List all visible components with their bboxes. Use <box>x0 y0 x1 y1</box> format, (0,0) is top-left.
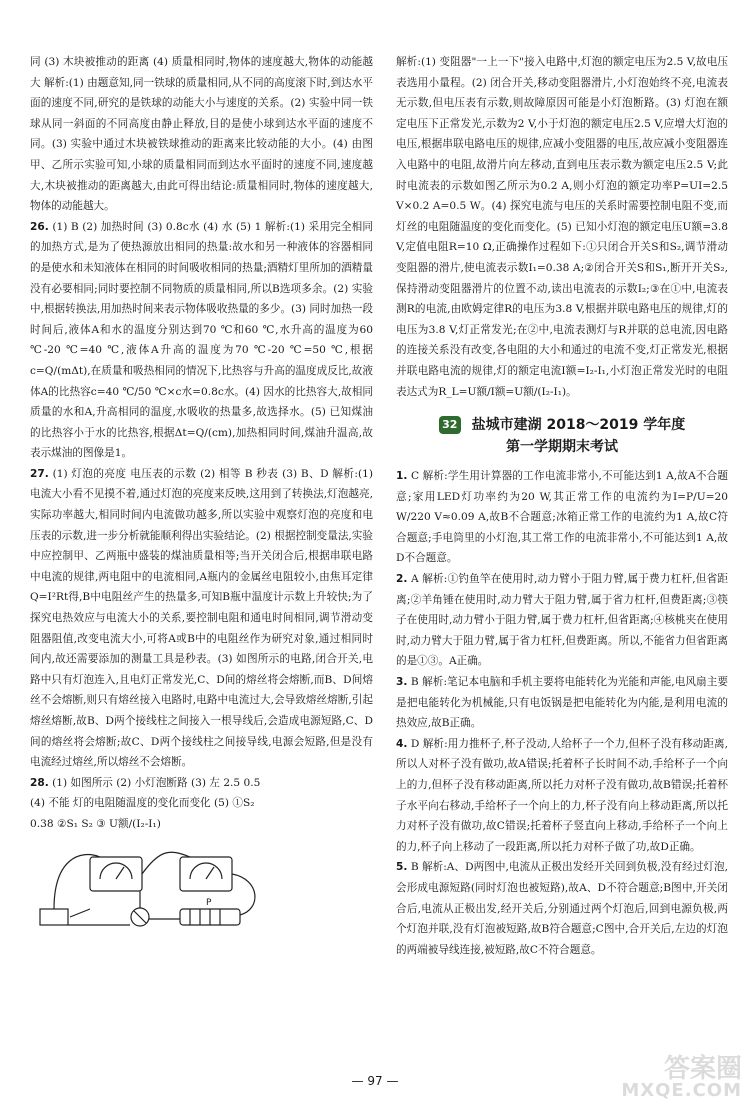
question-number: 27. <box>30 467 49 480</box>
question-number: 28. <box>30 776 49 789</box>
question-number: 4. <box>396 737 408 750</box>
explanation: D 解析:用力推杯子,杯子没动,人给杯子一个力,但杯子没有移动距离,所以人对杯子没有做功,故A错误;托着杯子长时间不动,手给杯子一个向上的力,但杯子没有移动距离,所以托力对杯子没有做功,故B错误;托着杯子水平向右移动,手给杯子一个向上的力,杯子没有向上移动距离,所以托力对杯子没有做功,故C错误;托着杯子竖直向上移动,手给杯子一个向上的力,杯子向上移动了一段距离,所以托力对杯子做了功,故D正确。 <box>396 737 728 853</box>
section-badge: 32 <box>439 416 461 434</box>
explanation: 解析:(1) 电流大小看不见摸不着,通过灯泡的亮度来反映,这用到了转换法,灯泡越亮,实际功率越大,相同时间内电流做功越多,所以实验中观察灯泡的亮度和电压表的示数,进一步分析就能顺利得出实验结论。(2) 根据控制变量法,实验中应控制甲、乙两瓶中盛装的煤油质量相等;当开关闭合后,根据串联电路中电流的规律,两电阻中的电流相同,A瓶内的金属丝电阻较小,由焦耳定律Q=I²Rt得,B中电阻丝产生的热量多,可知B瓶中温度计示数上升较快;为了探究电热效应与电流大小的关系,要控制电阻和通电时间相同,调节滑动变阻器阻值,改变电流大小,可将A或B中的电阻丝作为研究对象,通过相同时间内,故还需要添加的测量工具是秒表。(3) 如图所示的电路,闭合开关,电路中只有灯泡连入,且电灯正常发光,C、D间的熔丝将会熔断,而B、D间熔丝不会熔断,则只有熔丝接入电路时,电路中电流过大,会导致熔丝熔断,引起熔丝熔断,故B、D两个接线柱之间接入一根导线后,会造成电源短路,C、D间的熔丝将会熔断;故C、D两个接线柱之间接导线,电源会短路,但是没有电流经过熔丝,所以熔丝不会熔断。 <box>30 467 373 769</box>
question-number: 5. <box>396 861 408 874</box>
section-heading <box>396 414 728 458</box>
answer-2 <box>396 569 728 672</box>
circuit-diagram-drawing <box>30 839 330 935</box>
slider-label: P <box>206 897 212 908</box>
answer-line: (4) 不能 灯的电阻随温度的变化而变化 (5) ①S₂ <box>30 797 255 810</box>
continuation-paragraph: 解析:(1) 变阻器"一上一下"接入电路中,灯泡的额定电压为2.5 V,故电压表选用小量程。(2) 闭合开关,移动变阻器滑片,小灯泡始终不亮,电流表无示数,但电压表有示数,则故障原因可能是小灯泡断路。(3) 灯泡在额定电压下正常发光,示数为2 V,小于灯泡的额定电压2.5 V,应增大灯泡的电压,根据串联电路电压的规律,应减小变阻器的电压,故应减小变阻器连入电路中的电阻,故滑片向左移动,直到电压表示数为额定电压2.5 V;此时电流表的示数如图乙所示为0.2 A,则小灯泡的额定功率P=UI=2.5 V×0.2 A=0.5 W。(4) 探究电流与电压的关系时需要控制电阻不变,而灯丝的电阻随温度的变化而变化。(5) 已知小灯泡的额定电压U额=3.8 V,定值电阻R=10 Ω,正确操作过程如下:①只闭合开关S和S₂,调节滑动变阻器的滑片,使电流表示数I₁=0.38 A;②闭合开关S和S₁,断开开关S₂,保持滑动变阻器滑片的位置不动,读出电流表的示数I₂;③在①中,电流表测R的电流,由欧姆定律R的电压为3.8 V,根据并联电路电压的规律,灯的电压为3.8 V,灯正常发光;在②中,电流表测灯与R并联的总电流,因电路的连接关系没有改变,各电阻的大小和通过的电流不变,灯正常发光,根据并联电路电流的规律,灯的额定电流I额=I₂-I₁,小灯泡正常发光时的电阻表达式为R_L=U额/I额=U额/(I₂-I₁)。 <box>396 56 728 398</box>
section-title-line: 第一学期期末考试 <box>506 439 618 456</box>
explanation: A 解析:①钓鱼竿在使用时,动力臂小于阻力臂,属于费力杠杆,但省距离;②羊角锤在使用时,动力臂大于阻力臂,属于省力杠杆,但费距离;③筷子在使用时,动力臂小于阻力臂,属于费力杠杆,但省距离;④核桃夹在使用时,动力臂大于阻力臂,属于省力杠杆,但费距离。所以,不能省力但省距离的是①③。A正确。 <box>396 573 728 668</box>
question-number: 1. <box>396 470 408 483</box>
ammeter-icon <box>90 857 142 891</box>
explanation: 解析:(1) 采用完全相同的加热方式,是为了使热源放出相同的热量:故水和另一种液体的容器相同的是使水和未知液体在相同的时间吸收相同的热量;酒精灯里所加的酒精量没有必要相同;同时要控制不同物质的质量相同,所以B选项多余。(2) 实验中,根据转换法,用加热时间来表示物体吸收热量的多少。(3) 同时加热一段时间后,液体A和水的温度分别达到70 ℃和60 ℃,水升高的温度为60 ℃-20 ℃=40 ℃,液体A升高的温度为70 ℃-20 ℃=50 ℃,根据c=Q/(mΔt),在质量和吸热相同的情况下,比热容与升高的温度成反比,故液体A的比热容c=40 ℃/50 ℃×c水=0.8c水。(4) 因水的比热容大,故相同质量的水和A,升高相同的温度,水吸收的热量多,故选择水。(5) 已知煤油的比热容小于水的比热容,根据Δt=Q/(cm),加热相同时间,煤油升温高,故表示煤油的图像是1。 <box>30 220 373 460</box>
answer-line: 0.38 ②S₁ S₂ ③ U额/(I₂-I₁) <box>30 817 161 830</box>
battery-icon <box>40 909 68 925</box>
watermark-line: MXQE.COM <box>621 1080 742 1101</box>
answer-28 <box>30 773 373 794</box>
answer-summary: (1) 灯泡的亮度 电压表的示数 (2) 相等 B 秒表 (3) B、D <box>52 467 329 480</box>
answer-5 <box>396 857 728 960</box>
watermark-logo <box>621 1054 742 1102</box>
question-number: 26. <box>30 220 49 233</box>
answer-26 <box>30 217 373 464</box>
explanation: C 解析:学生用计算器的工作电流非常小,不可能达到1 A,故A不合题意;家用LED灯功率约为20 W,其正常工作的电流约为I=P/U=20 W/220 V≈0.09 A,故B不合题意;冰箱正常工作的电流约为1 A,故C符合题意;手电筒里的小灯泡,其工常工作的电流非常小,不可能达到1 A,故D不合题意。 <box>396 470 729 565</box>
circuit-diagram <box>30 839 373 935</box>
answer-3 <box>396 672 728 734</box>
right-column <box>396 52 728 960</box>
left-column <box>30 52 373 935</box>
explanation: B 解析:笔记本电脑和手机主要将电能转化为光能和声能,电风扇主要是把电能转化为机械能,只有电饭锅是把电能转化为内能,是利用电流的热效应,故B正确。 <box>396 676 728 730</box>
question-number: 3. <box>396 676 408 689</box>
switch-icon <box>70 909 90 917</box>
section-title-line: 盐城市建湖 2018～2019 学年度 <box>471 417 686 434</box>
continuation-paragraph: 同 (3) 木块被推动的距离 (4) 质量相同时,物体的速度越大,物体的动能越大 解析:(1) 由题意知,同一铁球的质量相同,从不同的高度滚下时,到达水平面的速度不同,研究的是铁球的动能大小与速度的关系。(2) 实验中同一铁球从同一斜面的不同高度由静止释放,目的是使小球到达水平面的速度不同。(3) 实验中通过木块被铁球推动的距离来比较动能的大小。(4) 由图甲、乙所示实验可知,小球的质量相同而到达水平面时的速度不同,速度越大,木块被推动的距离越大,由此可得出结论:质量相同时,物体的速度越大,物体的动能越大。 <box>30 56 373 213</box>
answer-27 <box>30 464 373 773</box>
answer-line: (1) 如图所示 (2) 小灯泡断路 (3) 左 2.5 0.5 <box>52 776 261 789</box>
explanation: B 解析:A、D两图中,电流从正极出发经开关回到负极,没有经过灯泡,会形成电源短路(同时灯泡也被短路),故A、D不符合题意;B图中,开关闭合后,电流从正极出发,经开关后,分别通过两个灯泡后,回到电源负极,两个灯泡并联,没有灯泡被短路,故B符合题意;C图中,合开关后,左边的灯泡的两端被导线连接,被短路,故C不符合题意。 <box>396 861 729 956</box>
voltmeter-icon <box>180 857 232 891</box>
page-number: — 97 — <box>351 1074 399 1088</box>
answer-1 <box>396 466 728 569</box>
question-number: 2. <box>396 573 408 586</box>
watermark-line: 答案圈 <box>663 1054 742 1084</box>
answer-4 <box>396 734 728 858</box>
answer-summary: (1) B (2) 加热时间 (3) 0.8c水 (4) 水 (5) 1 <box>52 220 262 233</box>
